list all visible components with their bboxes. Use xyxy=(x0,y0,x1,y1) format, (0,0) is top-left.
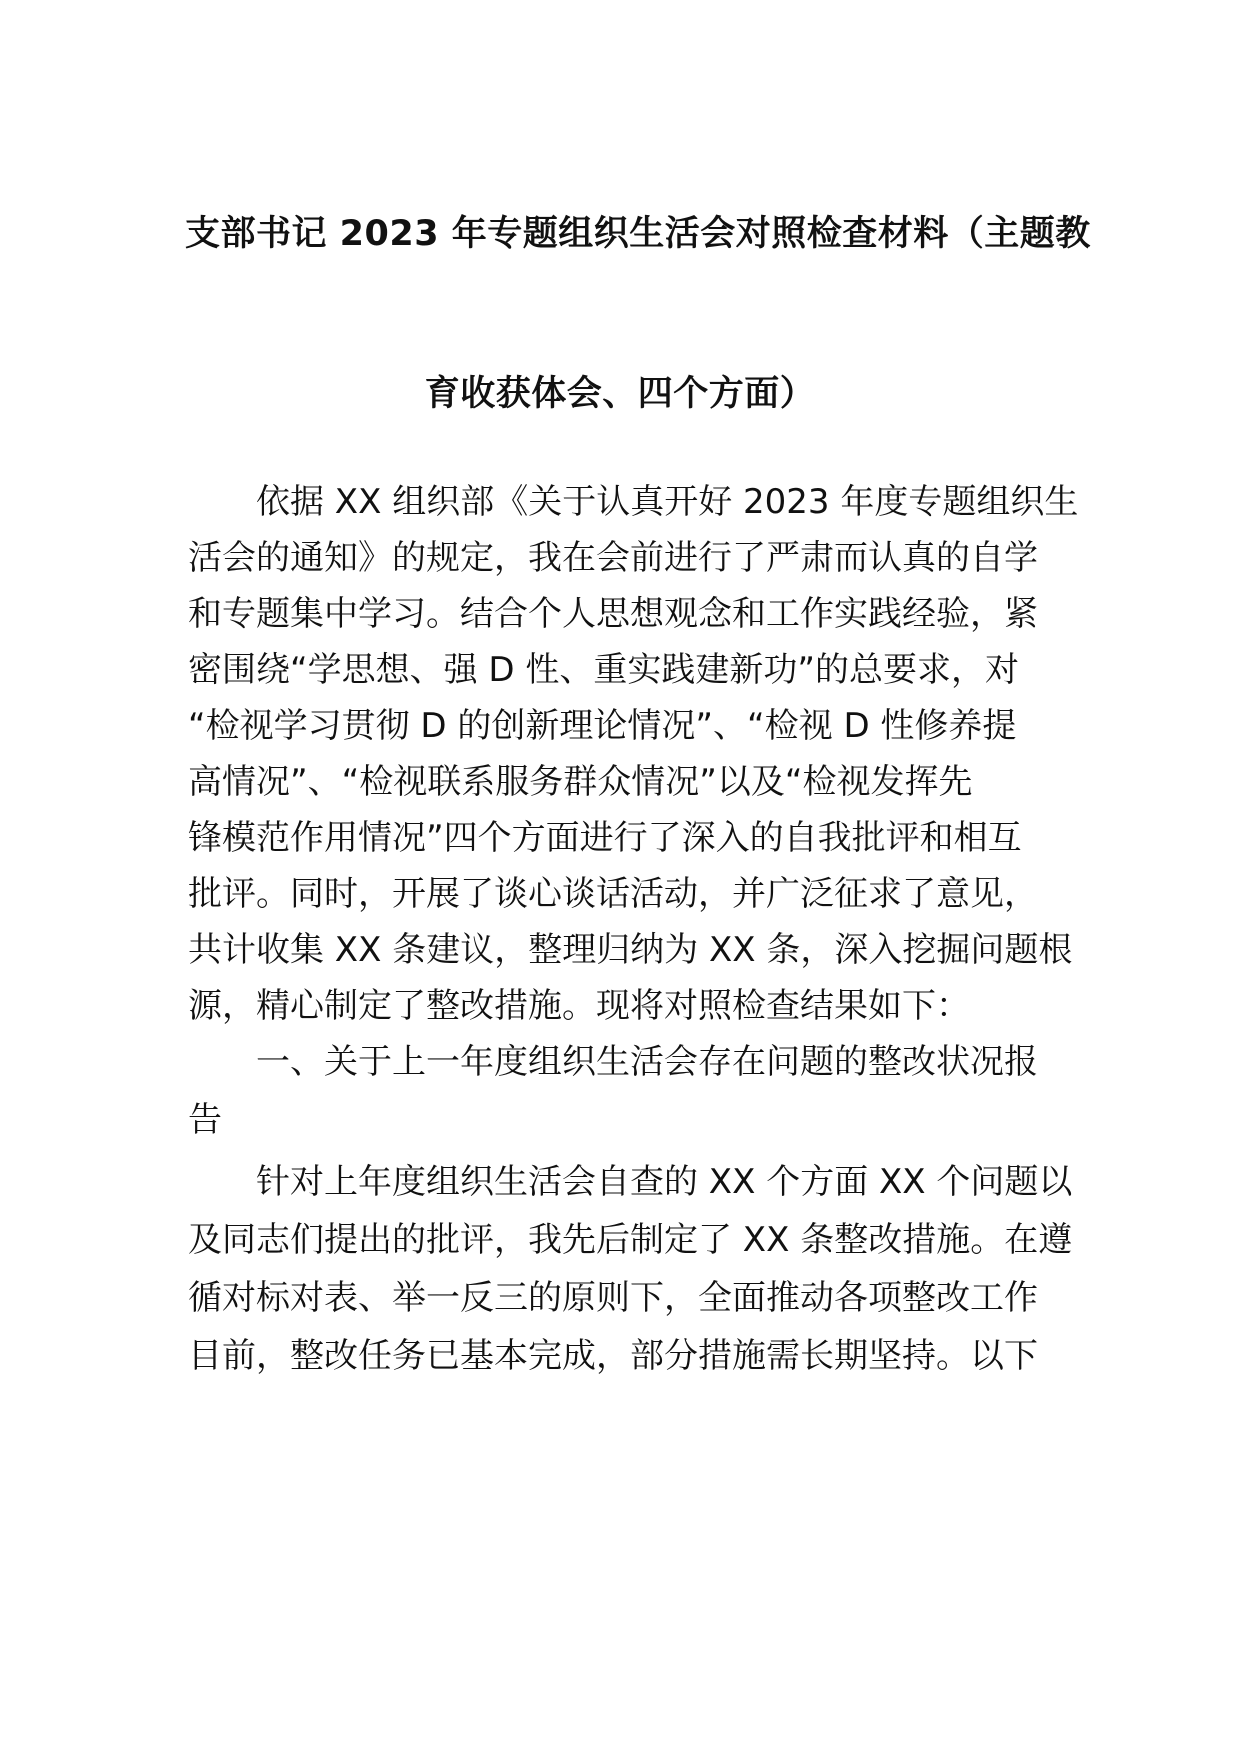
paragraph-1-line: “检视学习贯彻 D 的创新理论情况”、“检视 D 性修养提 xyxy=(188,706,1017,746)
paragraph-1-line: 源，精心制定了整改措施。现将对照检查结果如下： xyxy=(188,986,970,1026)
paragraph-1-line: 锋模范作用情况”四个方面进行了深入的自我批评和相互 xyxy=(188,818,1022,858)
paragraph-2-line: 目前，整改任务已基本完成，部分措施需长期坚持。以下 xyxy=(188,1336,1038,1376)
paragraph-2-line: 循对标对表、举一反三的原则下，全面推动各项整改工作 xyxy=(188,1278,1038,1318)
document-title-line-1: 支部书记 2023 年专题组织生活会对照检查材料（主题教 xyxy=(185,214,1091,254)
paragraph-1-line: 密围绕“学思想、强 D 性、重实践建新功”的总要求，对 xyxy=(188,650,1020,690)
paragraph-2-line: 针对上年度组织生活会自查的 XX 个方面 XX 个问题以 xyxy=(256,1162,1073,1202)
paragraph-1-line: 活会的通知》的规定，我在会前进行了严肃而认真的自学 xyxy=(188,538,1038,578)
section-heading-1-line: 告 xyxy=(188,1100,222,1140)
document-title-line-2: 育收获体会、四个方面） xyxy=(424,374,816,414)
paragraph-1-line: 高情况”、“检视联系服务群众情况”以及“检视发挥先 xyxy=(188,762,973,802)
paragraph-1-line: 和专题集中学习。结合个人思想观念和工作实践经验，紧 xyxy=(188,594,1038,634)
paragraph-2-line: 及同志们提出的批评，我先后制定了 XX 条整改措施。在遵 xyxy=(188,1220,1073,1260)
paragraph-1-line: 共计收集 XX 条建议，整理归纳为 XX 条，深入挖掘问题根 xyxy=(188,930,1073,970)
section-heading-1-line: 一、关于上一年度组织生活会存在问题的整改状况报 xyxy=(256,1042,1038,1082)
paragraph-1-line: 依据 XX 组织部《关于认真开好 2023 年度专题组织生 xyxy=(256,482,1079,522)
paragraph-1-line: 批评。同时，开展了谈心谈话活动，并广泛征求了意见， xyxy=(188,874,1038,914)
